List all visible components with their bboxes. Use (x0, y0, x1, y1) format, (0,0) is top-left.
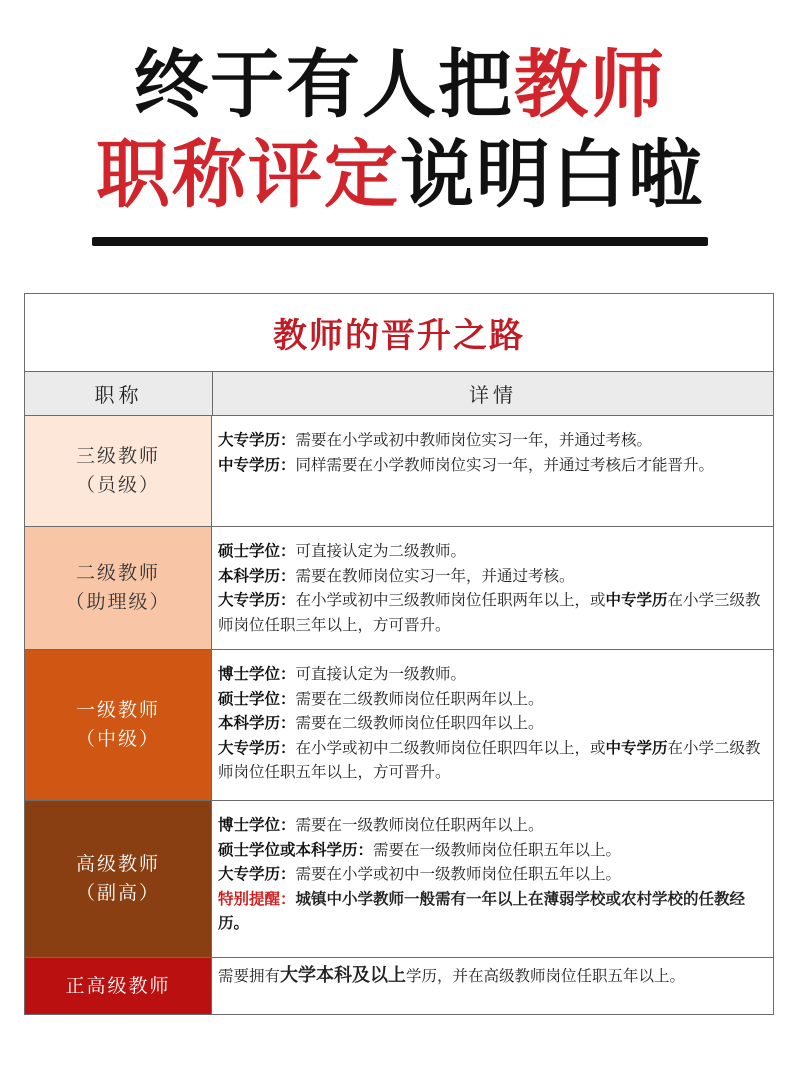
table-row-first-grade (25, 650, 773, 801)
detail-line (218, 813, 767, 838)
detail-label: 中专学历： (218, 454, 296, 474)
alert-line (218, 887, 767, 936)
detail-cell (212, 416, 773, 526)
detail-text: 在小学三级教师岗位任职三年以上，方可晋升。 (218, 591, 761, 634)
detail-line (218, 687, 767, 712)
detail-line (218, 964, 767, 989)
detail-line (218, 428, 767, 453)
headline-black-part: 说明白啦 (400, 132, 704, 218)
rank-level: （助理级） (65, 591, 171, 613)
header-details: 详情 (469, 383, 517, 407)
detail-text: 同样需要在小学教师岗位实习一年，并通过考核后才能晋升。 (295, 455, 715, 474)
detail-label: 硕士学位或本科学历： (218, 839, 374, 859)
detail-label: 大专学历： (218, 864, 296, 883)
rank-cell (25, 650, 212, 800)
detail-text: 需要在二级教师岗位任职四年以上。 (295, 714, 544, 732)
table-row-third-grade (25, 416, 773, 527)
rank-cell (25, 416, 212, 526)
headline-red-part: 教师 (514, 42, 666, 128)
rank-level: （中级） (75, 728, 160, 750)
detail-line (218, 711, 767, 736)
detail-text: 需要在小学或初中教师岗位实习一年，并通过考核。 (295, 431, 653, 449)
detail-label: 博士学位： (218, 815, 296, 834)
detail-text: 需要在教师岗位实习一年，并通过考核。 (295, 566, 575, 585)
rank-cell (25, 958, 212, 1014)
table-title: 教师的晋升之路 (25, 294, 773, 372)
detail-text: 需要在二级教师岗位任职两年以上。 (295, 689, 544, 708)
rank-name: 高级教师 (75, 853, 160, 875)
detail-label: 本科学历： (218, 565, 296, 585)
detail-line (218, 564, 767, 589)
detail-line (218, 588, 767, 637)
headline-line-2 (0, 130, 800, 220)
table-row-senior-grade (25, 801, 773, 958)
detail-label: 中专学历 (605, 590, 668, 609)
alert-label: 特别提醒： (218, 888, 296, 908)
detail-label: 中专学历 (605, 737, 668, 757)
detail-emphasis: 大学本科及以上 (280, 965, 407, 986)
detail-label: 大专学历： (218, 737, 296, 757)
detail-cell (212, 958, 773, 1014)
detail-line (218, 838, 767, 863)
detail-text: 在小学或初中三级教师岗位任职两年以上，或 (295, 591, 606, 609)
detail-text: 在小学或初中二级教师岗位任职四年以上，或 (295, 738, 606, 757)
detail-label: 本科学历： (218, 713, 296, 732)
table-row-second-grade (25, 527, 773, 650)
detail-label: 硕士学位： (218, 541, 296, 560)
detail-line (218, 736, 767, 785)
detail-text: 学历，并在高级教师岗位任职五年以上。 (406, 967, 686, 985)
detail-line (218, 862, 767, 887)
detail-line (218, 662, 767, 687)
headline-black-part: 终于有人把 (134, 42, 514, 128)
alert-text: 城镇中小学教师一般需有一年以上在薄弱学校或农村学校的任教经历。 (218, 888, 746, 932)
detail-label: 硕士学位： (218, 688, 296, 708)
detail-cell (212, 801, 773, 957)
headline-red-part: 职称评定 (96, 132, 400, 218)
rank-cell (25, 801, 212, 957)
detail-text: 在小学二级教师岗位任职五年以上，方可晋升。 (218, 738, 761, 781)
header-rank: 职称 (25, 372, 213, 415)
table-header-row (25, 372, 773, 416)
detail-text: 可直接认定为一级教师。 (295, 665, 467, 683)
detail-line (218, 539, 767, 564)
detail-cell (212, 527, 773, 649)
detail-text: 需要在小学或初中一级教师岗位任职五年以上。 (295, 865, 622, 883)
detail-label: 大专学历： (218, 430, 296, 449)
detail-label: 大专学历： (218, 590, 296, 609)
promotion-table (24, 293, 774, 1015)
headline-line-1 (0, 40, 800, 130)
rank-name: 正高级教师 (65, 974, 171, 997)
table-row-full-senior-grade (25, 958, 773, 1014)
rank-name: 二级教师 (75, 562, 160, 584)
rank-level: （副高） (75, 882, 160, 904)
detail-text: 可直接认定为二级教师。 (295, 542, 467, 560)
rank-cell (25, 527, 212, 649)
detail-text: 需要在一级教师岗位任职两年以上。 (295, 816, 544, 834)
detail-text: 需要拥有 (218, 967, 281, 985)
headline-underline (92, 237, 708, 246)
rank-name: 三级教师 (75, 445, 160, 467)
detail-text: 需要在一级教师岗位任职五年以上。 (373, 840, 622, 859)
rank-name: 一级教师 (75, 699, 160, 721)
rank-level: （员级） (75, 474, 160, 496)
detail-line (218, 453, 767, 478)
detail-label: 博士学位： (218, 664, 296, 683)
detail-cell (212, 650, 773, 800)
